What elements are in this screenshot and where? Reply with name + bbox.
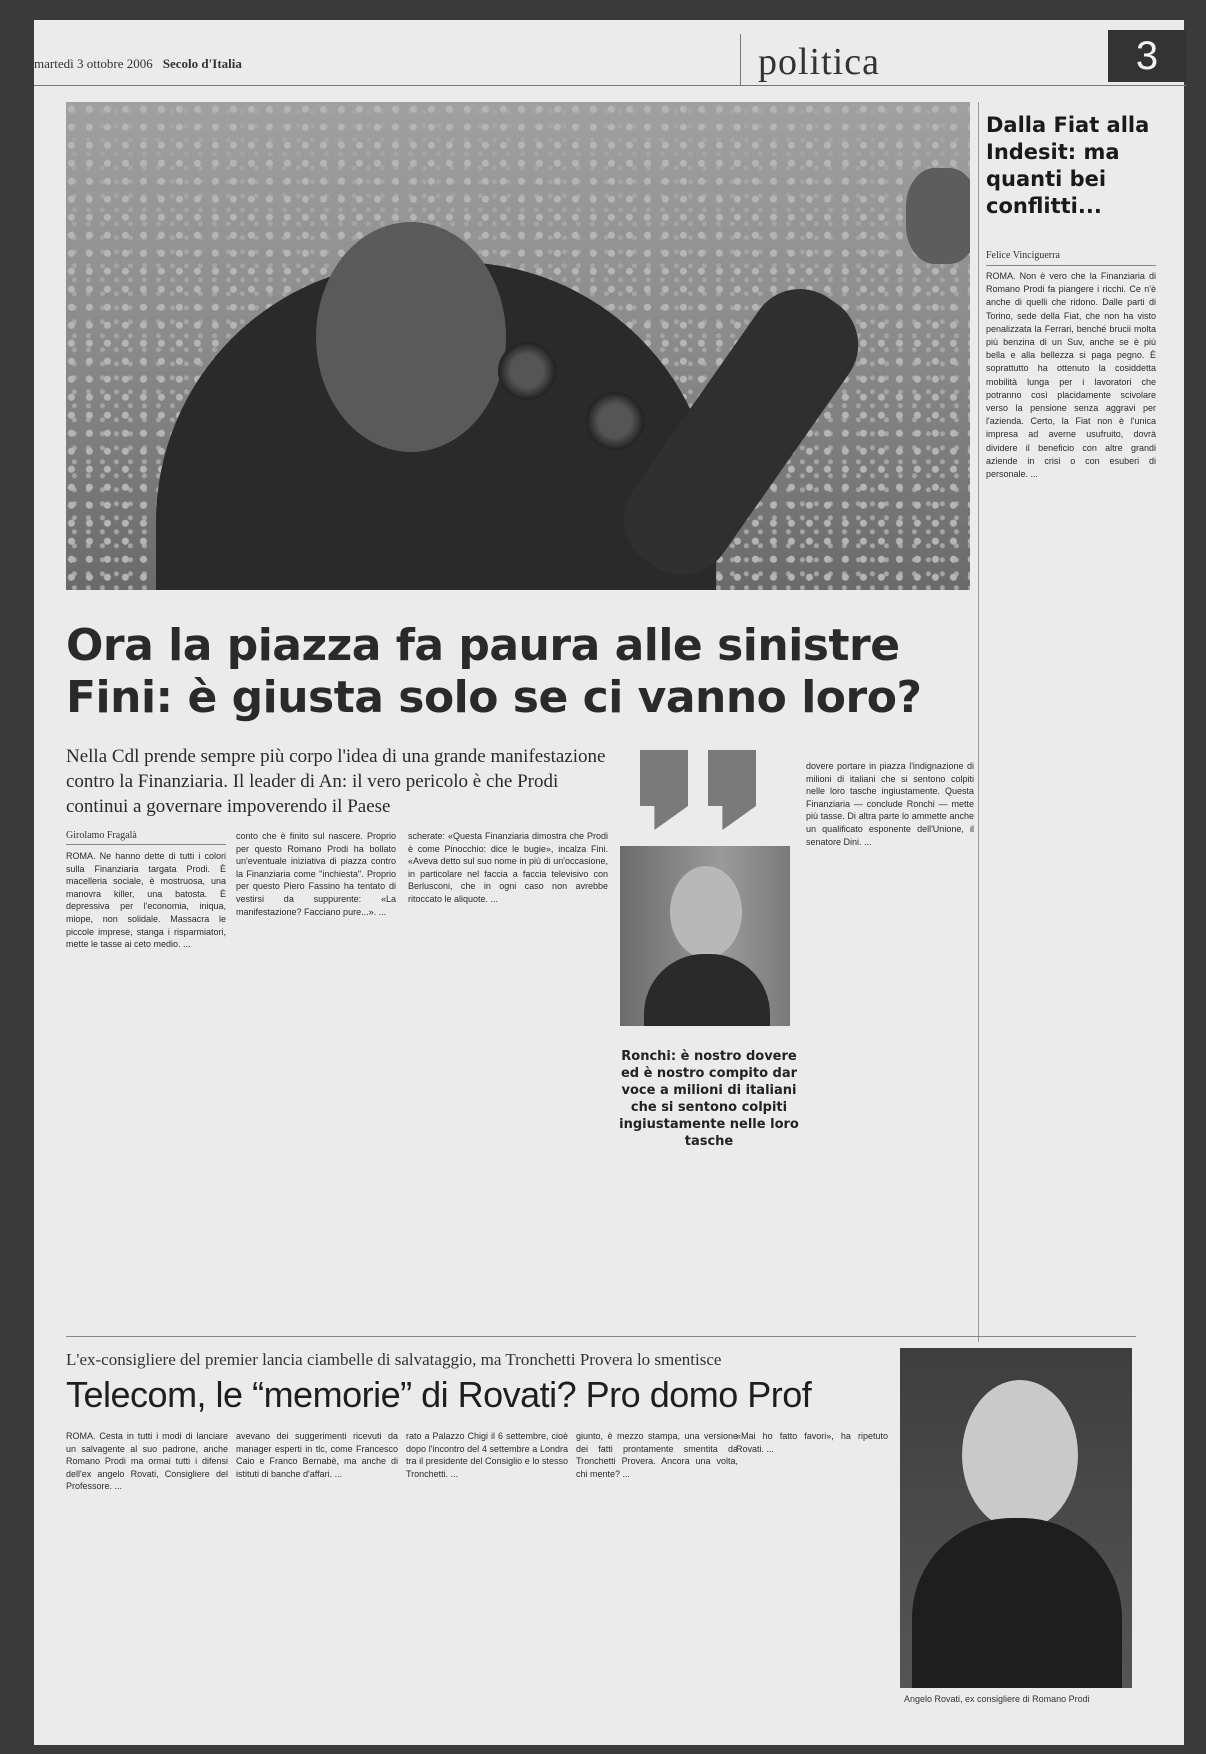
microphone-icon bbox=[586, 392, 644, 450]
telecom-column: «Mai ho fatto favori», ha ripetuto Rovati. ... bbox=[736, 1431, 888, 1454]
telecom-photo bbox=[900, 1348, 1132, 1688]
masthead bbox=[34, 24, 1186, 86]
speaker-head bbox=[316, 222, 506, 452]
page-number: 3 bbox=[1108, 30, 1186, 82]
sidebar-body: ROMA. Non è vero che la Finanziaria di Romano Prodi fa piangere i ricchi. Ce n'è anche di quelli che ridono. Dalle parti di Torino, sede della Fiat, che non ha visto penalizzata la Ferrari, benché brucii molta più benzina di un Suv, anche se è più bella e alla bellezza si paga pegno. È soprattutto ha ottenuto la cosiddetta mobilità lunga per i lavoratori che potranno così placidamente scivolare verso la pensione senza aggravi per l'azienda. Certo, la Fiat non è l'unica impresa ad averne usufruito, dovrà dividere il beneficio con altre grandi aziende in crisi o con esuberi di personale. ... bbox=[986, 271, 1156, 480]
masthead-divider bbox=[740, 34, 741, 86]
article-column: ROMA. Ne hanno dette di tutti i colori sulla Finanziaria targata Prodi. È macelleria sociale, è mostruosa, una manovra killer, una batosta. È depressiva per l'economia, iniqua, miope, non solidale. Massacra le piccole imprese, stanga i risparmiatori, mette le tasse ai ceto medio. ... bbox=[66, 851, 226, 950]
masthead-date bbox=[34, 56, 242, 72]
telecom-column: rato a Palazzo Chigi il 6 settembre, cioè dopo l'incontro del 4 settembre a Londra tra il presidente del Consiglio e lo stesso Tronchetti. ... bbox=[406, 1431, 568, 1479]
main-headline: Ora la piazza fa paura alle sinistre Fini: è giusta solo se ci vanno loro? bbox=[66, 620, 922, 723]
telecom-photo-head bbox=[962, 1380, 1078, 1530]
section-divider bbox=[66, 1336, 1136, 1337]
main-deck: Nella Cdl prende sempre più corpo l'idea di una grande manifestazione contro la Finanziaria. Il leader di An: il vero pericolo è che Prodi continui a governare impoverendo il Paese bbox=[66, 746, 606, 817]
section-title: politica bbox=[758, 41, 880, 83]
portrait-head bbox=[670, 866, 742, 958]
article-column: scherate: «Questa Finanziaria dimostra che Prodi è come Pinocchio: dice le bugie», incalza Fini. «Aveva detto sul suo nome in più di un'occasione, in particolare nel faccia a faccia televisivo con Berlusconi, che in ogni caso non avrebbe ritoccato le aliquote. ... bbox=[408, 831, 608, 904]
microphone-icon bbox=[498, 342, 556, 400]
article-column: conto che è finito sul nascere. Proprio per questo Romano Prodi ha bollato un'eventuale iniziativa di piazza contro la Finanziaria come "inchiesta". Proprio per questo Piero Fassino ha tentato di vestirsi da suppurente: «La manifestazione? Facciano pure...». ... bbox=[236, 831, 396, 917]
main-byline: Girolamo Fragalà bbox=[66, 830, 226, 845]
telecom-headline: Telecom, le “memorie” di Rovati? Pro domo Prof bbox=[66, 1374, 812, 1415]
column-rule bbox=[978, 102, 979, 1342]
sidebar-byline: Felice Vinciguerra bbox=[986, 250, 1156, 266]
sidebar-headline: Dalla Fiat alla Indesit: ma quanti bei conflitti... bbox=[986, 113, 1150, 218]
telecom-column: giunto, è mezzo stampa, una versione dei fatti prontamente smentita da Tronchetti Provera. Ancora una volta, chi mente? ... bbox=[576, 1431, 738, 1479]
date-text: martedì 3 ottobre 2006 bbox=[34, 56, 153, 71]
portrait-photo bbox=[620, 846, 790, 1026]
pull-quote: Ronchi: è nostro dovere ed è nostro compito dar voce a milioni di italiani che si sentono colpiti ingiustamente nelle loro tasche bbox=[619, 1049, 799, 1149]
raised-fist bbox=[906, 168, 970, 264]
main-photo bbox=[66, 102, 970, 590]
telecom-kicker: L'ex-consigliere del premier lancia ciambelle di salvataggio, ma Tronchetti Provera lo smentisce bbox=[66, 1350, 722, 1369]
photo-caption: Angelo Rovati, ex consigliere di Romano Prodi bbox=[904, 1694, 1090, 1704]
telecom-column: ROMA. Cesta in tutti i modi di lanciare un salvagente al suo padrone, anche Romano Prodi ma ormai tutti i difensi dell'ex angelo Rovati, Consigliere del Professore. ... bbox=[66, 1431, 228, 1492]
paper-name: Secolo d'Italia bbox=[162, 56, 242, 71]
telecom-column: avevano dei suggerimenti ricevuti da manager esperti in tlc, come Francesco Caio e Franco Bernabè, ma anche di istituti di banche d'affari. ... bbox=[236, 1431, 398, 1479]
article-column: dovere portare in piazza l'indignazione di milioni di italiani che si sentono colpiti nelle loro tasche ingiustamente. Questa Finanziaria — conclude Ronchi — mette più tasse. Di altra parte lo ammette anche un qualificato esponente dell'Unione, il senatore Dini. ... bbox=[806, 761, 974, 847]
